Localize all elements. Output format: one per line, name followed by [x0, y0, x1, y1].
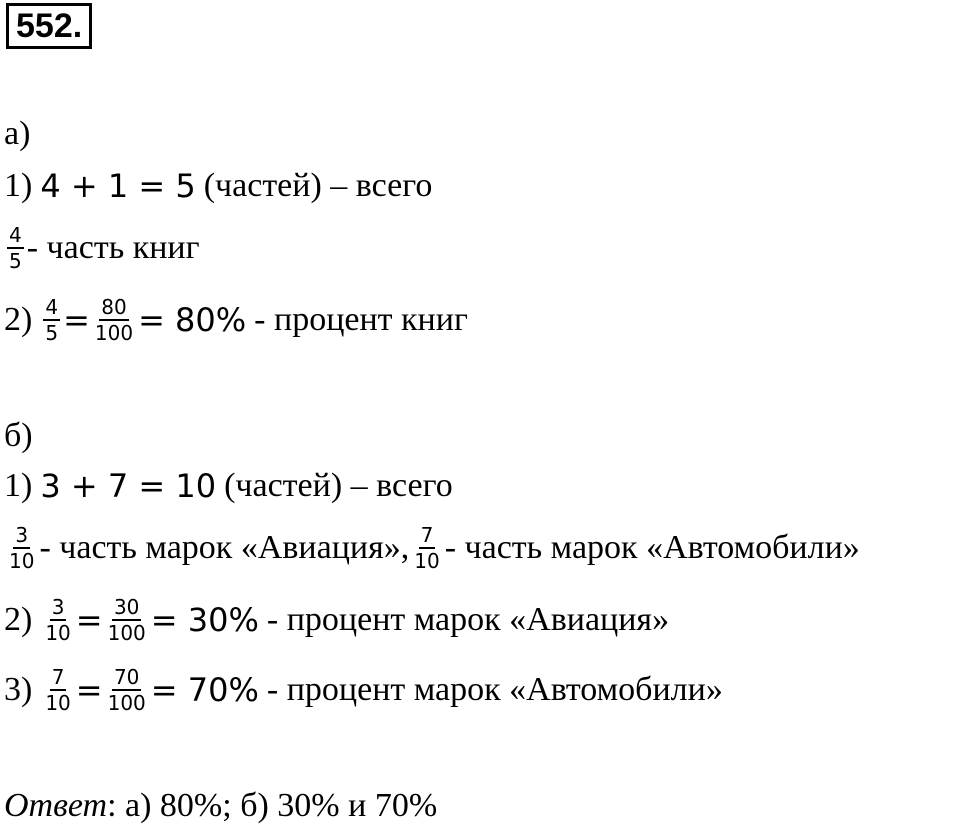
fraction-numerator: 4 [9, 223, 22, 247]
fraction-denominator: 5 [45, 321, 59, 345]
fraction-numerator: 7 [51, 665, 65, 689]
answer-line [4, 776, 437, 836]
fraction-numerator: 4 [45, 295, 59, 319]
part-a-fraction-line [4, 218, 200, 278]
fraction-numerator: 80 [101, 295, 127, 319]
fraction-denominator: 5 [9, 249, 22, 273]
step-index: 3) [4, 671, 33, 708]
part-b-label-text: б) [4, 417, 33, 454]
line-text: - часть марок «Авиация», [39, 529, 410, 566]
fraction-numerator: 7 [420, 523, 434, 547]
fraction-denominator: 10 [45, 691, 71, 715]
fraction-denominator: 10 [9, 549, 35, 573]
step-text: (частей) – всего [224, 467, 453, 504]
step-result: = 30% [150, 601, 259, 639]
answer-text: : а) 80%; б) 30% и 70% [107, 787, 438, 824]
line-text: - часть книг [26, 229, 200, 266]
fraction [7, 223, 24, 273]
fraction-numerator: 3 [51, 595, 65, 619]
fraction [412, 523, 441, 573]
step-expression: 4 + 1 = 5 [40, 167, 196, 205]
step-index: 1) [4, 467, 33, 504]
step-result: = 70% [150, 671, 259, 709]
fraction [43, 295, 60, 345]
fraction-denominator: 10 [45, 621, 71, 645]
part-b-fraction-line [4, 518, 860, 578]
part-a-label-text: а) [4, 115, 31, 152]
step-text: - процент марок «Авиация» [266, 601, 670, 638]
step-text: - процент книг [254, 301, 468, 338]
fraction-denominator: 100 [107, 691, 146, 715]
part-a-step2 [4, 290, 468, 350]
equals-sign: = [63, 301, 90, 339]
fraction [43, 595, 72, 645]
fraction-numerator: 3 [15, 523, 29, 547]
answer-label: Ответ [4, 787, 108, 824]
step-result: = 80% [138, 301, 247, 339]
step-index: 1) [4, 167, 33, 204]
part-a-step1 [4, 156, 432, 216]
fraction-numerator: 30 [113, 595, 140, 619]
fraction-numerator: 70 [113, 665, 140, 689]
line-text: - часть марок «Автомобили» [444, 529, 860, 566]
fraction [43, 665, 72, 715]
fraction-denominator: 100 [94, 321, 134, 345]
equals-sign: = [75, 671, 103, 709]
part-b-step2 [4, 590, 669, 650]
step-expression: 3 + 7 = 10 [40, 467, 217, 505]
fraction [93, 295, 135, 345]
equals-sign: = [75, 601, 103, 639]
part-a-label [4, 104, 30, 164]
part-b-step3 [4, 660, 723, 720]
problem-number: 552. [6, 3, 92, 49]
fraction-denominator: 10 [414, 549, 440, 573]
step-index: 2) [4, 601, 33, 638]
fraction [7, 523, 36, 573]
fraction [106, 595, 148, 645]
step-index: 2) [4, 301, 33, 338]
part-b-step1 [4, 456, 453, 516]
fraction-denominator: 100 [107, 621, 146, 645]
fraction [106, 665, 148, 715]
step-text: - процент марок «Автомобили» [266, 671, 723, 708]
step-text: (частей) – всего [203, 167, 433, 204]
